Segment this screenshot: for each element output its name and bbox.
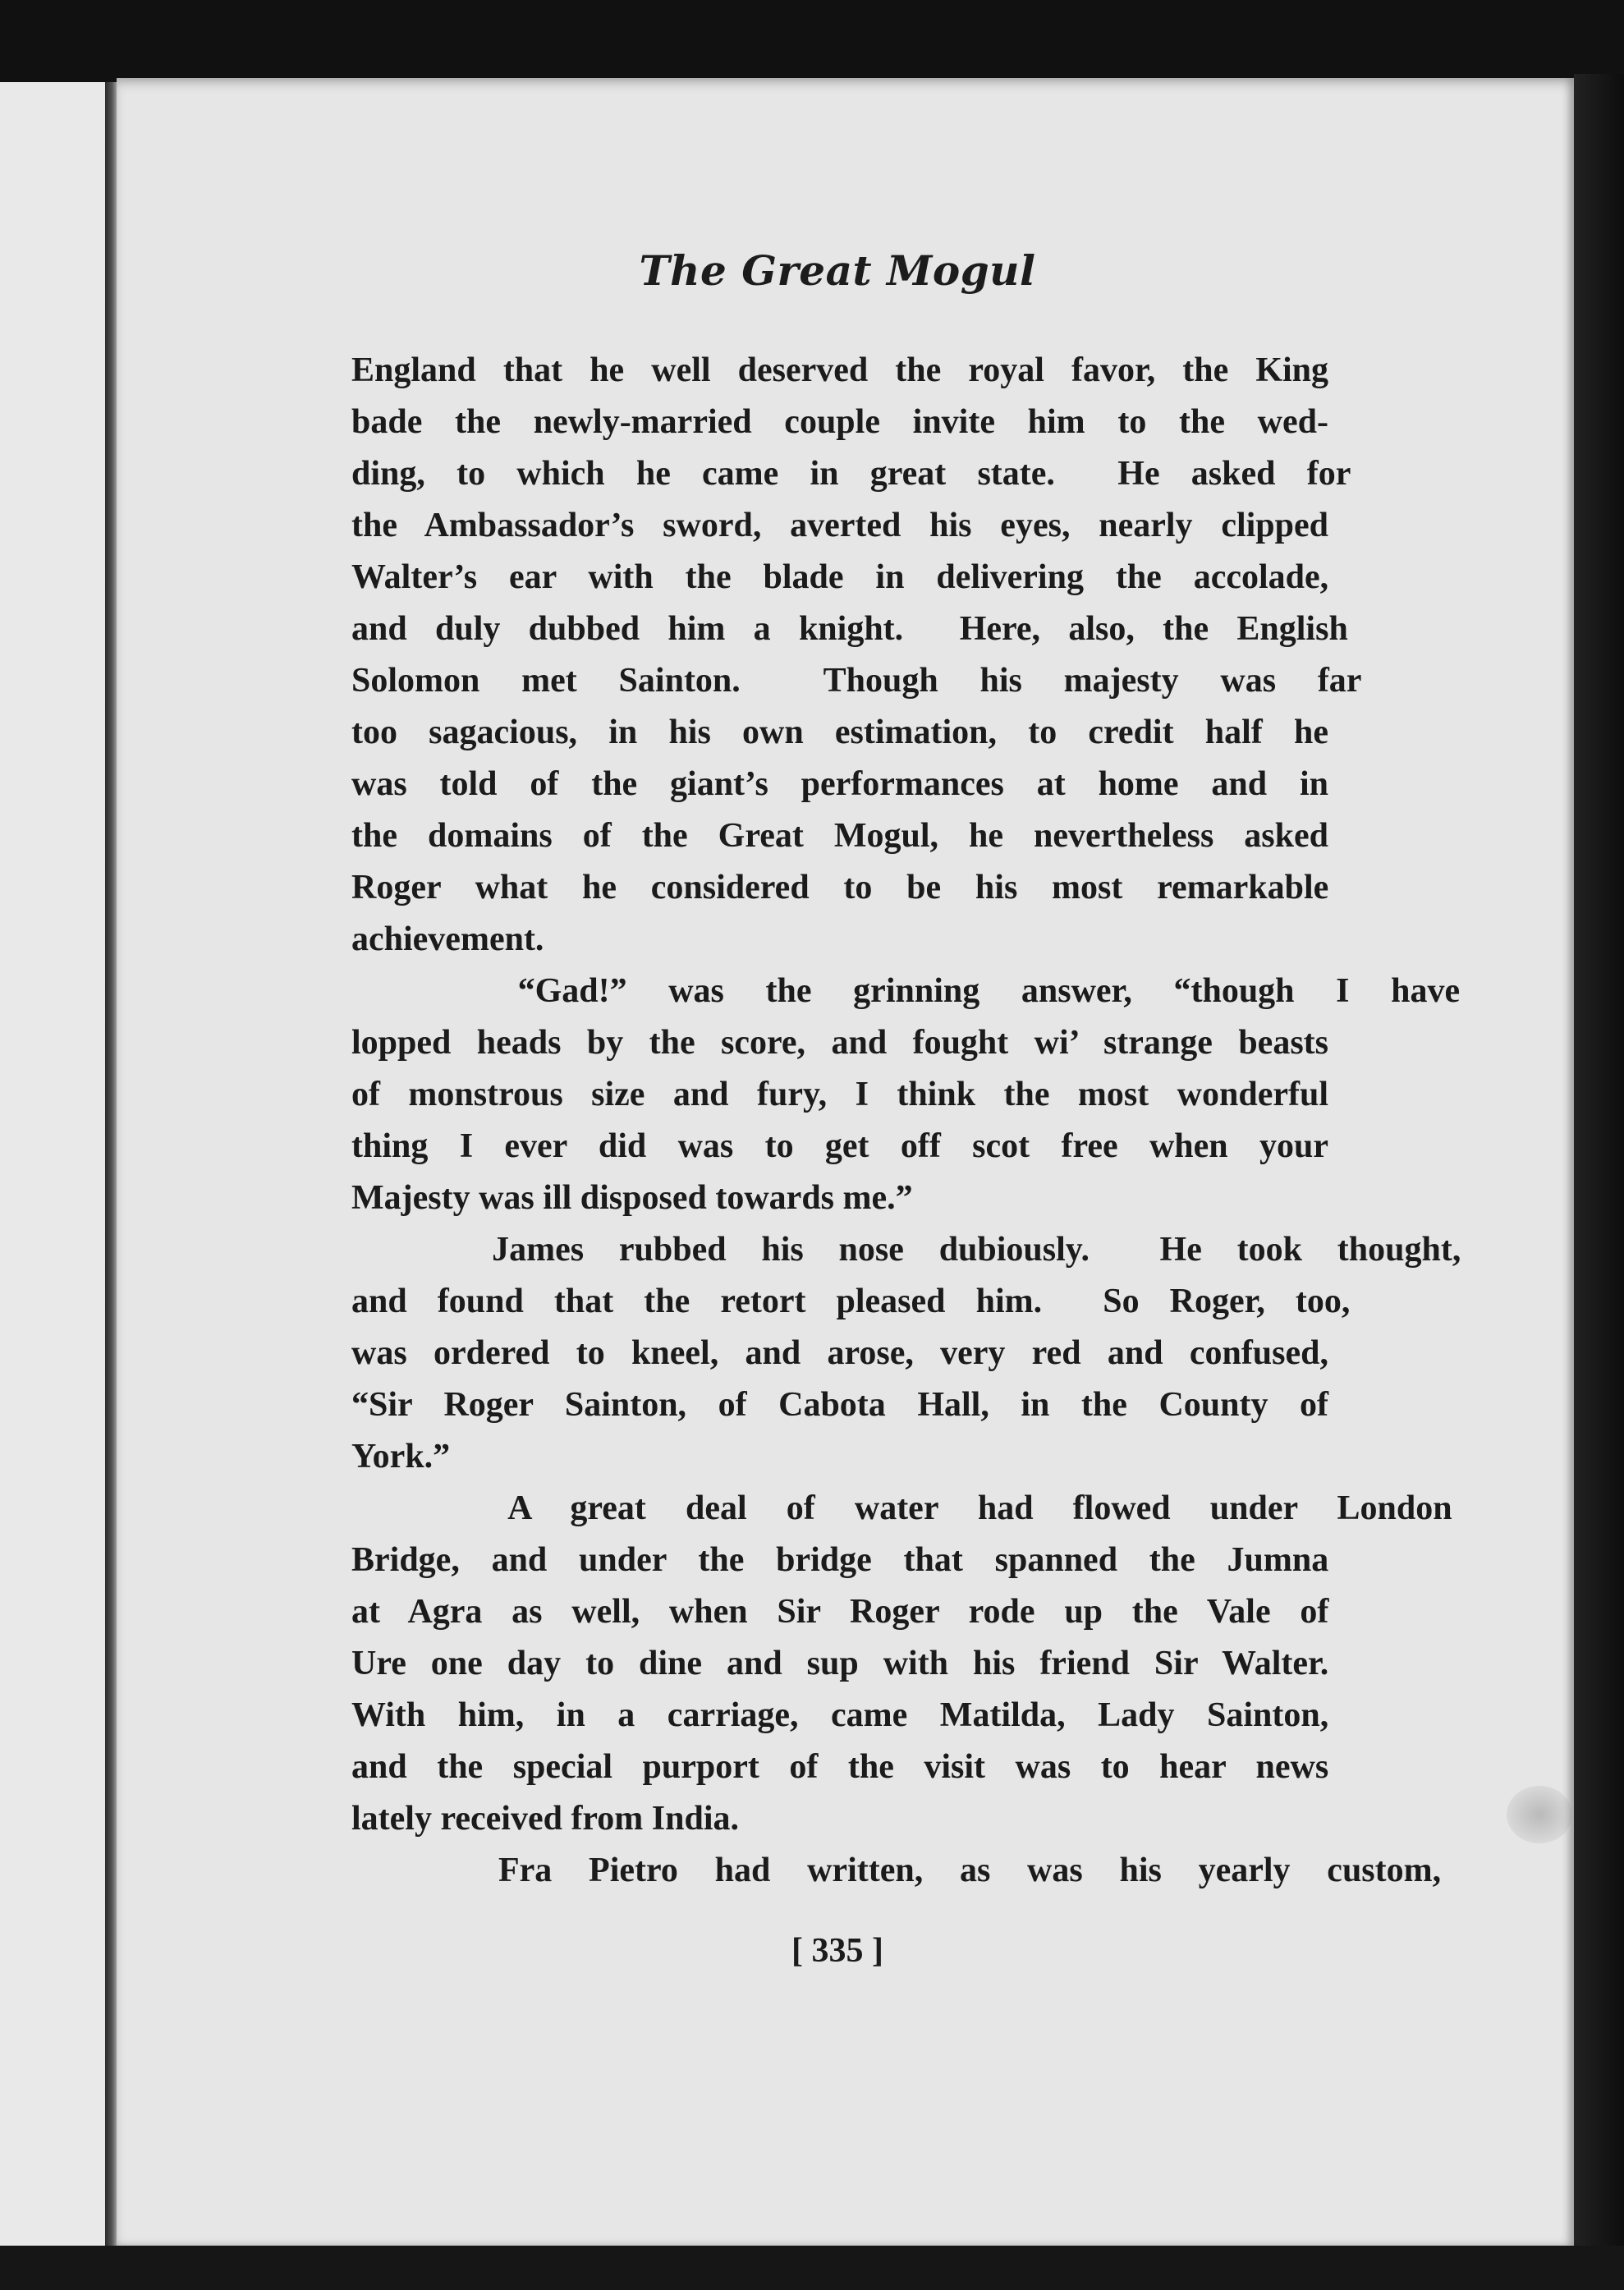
text-line: was told of the giant’s performances at home and in bbox=[351, 765, 1328, 803]
page-edge-shadow bbox=[1574, 74, 1624, 2250]
text-line: A great deal of water had flowed under London bbox=[351, 1489, 1452, 1527]
text-line: Roger what he considered to be his most remarkable bbox=[351, 869, 1329, 906]
text-line: achievement. bbox=[351, 920, 544, 958]
text-line: and found that the retort pleased him. So Roger, too, bbox=[351, 1283, 1351, 1320]
text-line: With him, in a carriage, came Matilda, Lady Sainton, bbox=[351, 1696, 1329, 1734]
body-text bbox=[351, 345, 1461, 1897]
page-number: [ 335 ] bbox=[791, 1932, 883, 1970]
text-line: England that he well deserved the royal favor, the King bbox=[351, 351, 1329, 389]
text-line: bade the newly-married couple invite him to the wed- bbox=[351, 403, 1328, 441]
book-binding bbox=[105, 82, 117, 2250]
text-line: lopped heads by the score, and fought wi’ strange beasts bbox=[351, 1024, 1328, 1062]
text-line: at Agra as well, when Sir Roger rode up the Vale of bbox=[351, 1593, 1329, 1631]
text-line: the Ambassador’s sword, averted his eyes, nearly clipped bbox=[351, 507, 1329, 544]
text-line: too sagacious, in his own estimation, to credit half he bbox=[351, 714, 1328, 751]
text-line: ding, to which he came in great state. He asked for bbox=[351, 455, 1351, 493]
text-line: Ure one day to dine and sup with his friend Sir Walter. bbox=[351, 1645, 1329, 1682]
text-line: “Sir Roger Sainton, of Cabota Hall, in the County of bbox=[351, 1386, 1328, 1424]
text-line: Walter’s ear with the blade in delivering the accolade, bbox=[351, 558, 1329, 596]
text-line: was ordered to kneel, and arose, very red and confused, bbox=[351, 1334, 1329, 1372]
text-line: York.” bbox=[351, 1438, 451, 1475]
left-page-edge bbox=[0, 82, 105, 2250]
text-line: Solomon met Sainton. Though his majesty was far bbox=[351, 662, 1362, 700]
text-line: of monstrous size and fury, I think the most wonderful bbox=[351, 1076, 1328, 1113]
running-head: The Great Mogul bbox=[639, 246, 1036, 295]
scan-smudge bbox=[1507, 1786, 1572, 1843]
text-line: “Gad!” was the grinning answer, “though I have bbox=[351, 972, 1461, 1010]
text-line: and the special purport of the visit was to hear news bbox=[351, 1748, 1329, 1786]
text-line: and duly dubbed him a knight. Here, also, the English bbox=[351, 610, 1348, 648]
text-line: lately received from India. bbox=[351, 1800, 740, 1838]
text-line: Fra Pietro had written, as was his yearly custom, bbox=[351, 1852, 1442, 1889]
text-line: James rubbed his nose dubiously. He took thought, bbox=[351, 1231, 1461, 1269]
bottom-dark-band bbox=[0, 2246, 1624, 2290]
text-line: Bridge, and under the bridge that spanned the Jumna bbox=[351, 1541, 1329, 1579]
text-line: Majesty was ill disposed towards me.” bbox=[351, 1179, 913, 1217]
text-line: the domains of the Great Mogul, he nevertheless asked bbox=[351, 817, 1328, 855]
text-line: thing I ever did was to get off scot free when your bbox=[351, 1127, 1328, 1165]
